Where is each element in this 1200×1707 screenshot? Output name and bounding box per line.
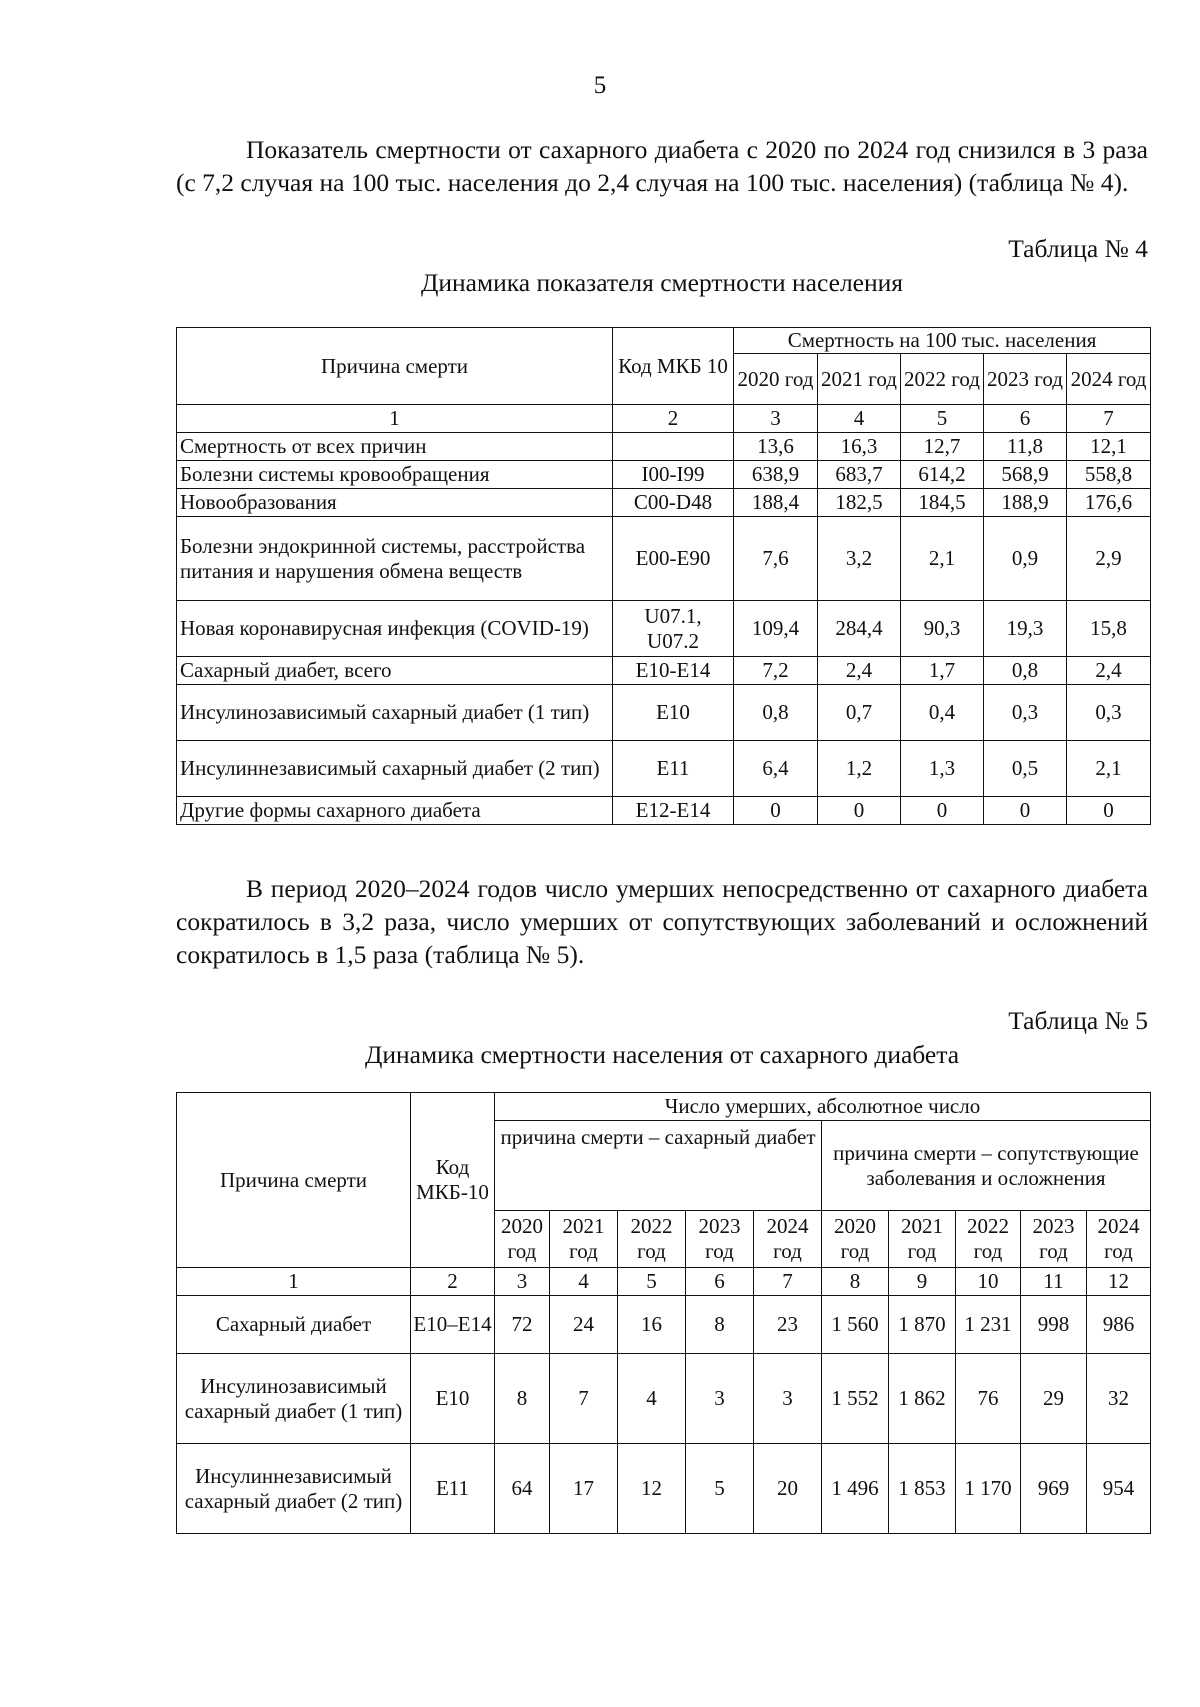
row-value: 1,2 xyxy=(818,741,901,797)
row-value: 188,4 xyxy=(734,489,818,517)
row-value: 1 862 xyxy=(889,1354,956,1444)
row-value: 1 560 xyxy=(822,1296,889,1354)
row-value: 12,1 xyxy=(1067,433,1151,461)
row-value: 4 xyxy=(618,1354,686,1444)
row-cause: Сахарный диабет, всего xyxy=(177,657,613,685)
row-value: 3 xyxy=(754,1354,822,1444)
row-value: 6,4 xyxy=(734,741,818,797)
table-row xyxy=(177,517,1151,601)
column-number: 4 xyxy=(818,405,901,433)
column-number: 3 xyxy=(495,1268,550,1296)
row-code: E00-E90 xyxy=(613,517,734,601)
row-value: 8 xyxy=(686,1296,754,1354)
table-row xyxy=(177,489,1151,517)
row-value: 0 xyxy=(1067,797,1151,825)
row-value: 0,8 xyxy=(984,657,1067,685)
column-number: 4 xyxy=(550,1268,618,1296)
row-value: 568,9 xyxy=(984,461,1067,489)
row-value: 2,4 xyxy=(818,657,901,685)
header-rate-group: Смертность на 100 тыс. населения xyxy=(734,328,1151,354)
header-year: 2023 год xyxy=(1021,1211,1087,1268)
mortality-rate-table xyxy=(176,327,1151,825)
header-year: 2020 год xyxy=(495,1211,550,1268)
header-subgroup-related: причина смерти – сопутствующие заболевания и осложнения xyxy=(822,1121,1151,1211)
table-row xyxy=(177,685,1151,741)
table-row xyxy=(177,797,1151,825)
row-value: 998 xyxy=(1021,1296,1087,1354)
row-value: 1,7 xyxy=(901,657,984,685)
column-number: 11 xyxy=(1021,1268,1087,1296)
header-year: 2021 год xyxy=(889,1211,956,1268)
row-value: 7 xyxy=(550,1354,618,1444)
row-value: 29 xyxy=(1021,1354,1087,1444)
row-value: 0,5 xyxy=(984,741,1067,797)
row-code: U07.1, U07.2 xyxy=(613,601,734,657)
row-value: 0,9 xyxy=(984,517,1067,601)
row-value: 614,2 xyxy=(901,461,984,489)
row-cause: Смертность от всех причин xyxy=(177,433,613,461)
row-value: 1 552 xyxy=(822,1354,889,1444)
row-value: 64 xyxy=(495,1444,550,1534)
row-value: 1 870 xyxy=(889,1296,956,1354)
row-code: E12-E14 xyxy=(613,797,734,825)
row-value: 32 xyxy=(1087,1354,1151,1444)
column-number: 2 xyxy=(613,405,734,433)
row-value: 15,8 xyxy=(1067,601,1151,657)
row-value: 19,3 xyxy=(984,601,1067,657)
header-year: 2020 год xyxy=(734,354,818,405)
column-number: 10 xyxy=(956,1268,1021,1296)
row-code: E11 xyxy=(613,741,734,797)
row-value: 2,4 xyxy=(1067,657,1151,685)
row-value: 76 xyxy=(956,1354,1021,1444)
row-value: 12,7 xyxy=(901,433,984,461)
column-number: 5 xyxy=(618,1268,686,1296)
row-value: 5 xyxy=(686,1444,754,1534)
page-number: 5 xyxy=(593,72,607,99)
header-year: 2020 год xyxy=(822,1211,889,1268)
row-value: 1,3 xyxy=(901,741,984,797)
row-value: 0 xyxy=(901,797,984,825)
header-cause: Причина смерти xyxy=(177,328,613,405)
table4-title: Динамика показателя смертности населения xyxy=(420,268,904,297)
header-year: 2023 год xyxy=(686,1211,754,1268)
column-number: 6 xyxy=(686,1268,754,1296)
row-value: 11,8 xyxy=(984,433,1067,461)
header-year: 2024 год xyxy=(754,1211,822,1268)
row-value: 558,8 xyxy=(1067,461,1151,489)
diabetes-deaths-table xyxy=(176,1092,1151,1534)
row-value: 20 xyxy=(754,1444,822,1534)
row-value: 638,9 xyxy=(734,461,818,489)
header-cause: Причина смерти xyxy=(177,1093,411,1268)
header-year: 2022 год xyxy=(901,354,984,405)
row-cause: Сахарный диабет xyxy=(177,1296,411,1354)
row-value: 17 xyxy=(550,1444,618,1534)
row-cause: Инсулинозависимый сахарный диабет (1 тип) xyxy=(177,1354,411,1444)
row-value: 16,3 xyxy=(818,433,901,461)
row-value: 1 231 xyxy=(956,1296,1021,1354)
table5-title: Динамика смертности населения от сахарного диабета xyxy=(364,1040,960,1069)
row-cause: Инсулинозависимый сахарный диабет (1 тип) xyxy=(177,685,613,741)
row-code: E10 xyxy=(411,1354,495,1444)
paragraph-mortality-summary: Показатель смертности от сахарного диабета с 2020 по 2024 год снизился в 3 раза (с 7,2 случая на 100 тыс. населения до 2,4 случая на 100 тыс. населения) (таблица № 4). xyxy=(176,135,1148,197)
header-subgroup-direct: причина смерти – сахарный диабет xyxy=(495,1121,822,1211)
row-value: 24 xyxy=(550,1296,618,1354)
column-number: 5 xyxy=(901,405,984,433)
row-value: 0 xyxy=(984,797,1067,825)
table4-label: Таблица № 4 xyxy=(1008,234,1148,263)
row-value: 109,4 xyxy=(734,601,818,657)
row-value: 176,6 xyxy=(1067,489,1151,517)
row-cause: Инсулиннезависимый сахарный диабет (2 тип) xyxy=(177,741,613,797)
row-value: 90,3 xyxy=(901,601,984,657)
row-code: I00-I99 xyxy=(613,461,734,489)
row-value: 954 xyxy=(1087,1444,1151,1534)
header-year: 2022 год xyxy=(618,1211,686,1268)
row-code: E10–E14 xyxy=(411,1296,495,1354)
row-value: 1 496 xyxy=(822,1444,889,1534)
row-cause: Новообразования xyxy=(177,489,613,517)
table-row xyxy=(177,601,1151,657)
row-value: 0,3 xyxy=(984,685,1067,741)
header-year: 2022 год xyxy=(956,1211,1021,1268)
table-row xyxy=(177,461,1151,489)
header-year: 2024 год xyxy=(1087,1211,1151,1268)
row-value: 184,5 xyxy=(901,489,984,517)
table-row xyxy=(177,741,1151,797)
row-cause: Новая коронавирусная инфекция (COVID-19) xyxy=(177,601,613,657)
row-value: 0,4 xyxy=(901,685,984,741)
row-cause: Другие формы сахарного диабета xyxy=(177,797,613,825)
table-row xyxy=(177,1444,1151,1534)
row-value: 0 xyxy=(818,797,901,825)
column-number: 9 xyxy=(889,1268,956,1296)
row-cause: Болезни системы кровообращения xyxy=(177,461,613,489)
row-code: E11 xyxy=(411,1444,495,1534)
column-number: 1 xyxy=(177,1268,411,1296)
table5-label: Таблица № 5 xyxy=(1008,1006,1148,1035)
paragraph-deaths-summary: В период 2020–2024 годов число умерших непосредственно от сахарного диабета сократилось в 3,2 раза, число умерших от сопутствующих заболеваний и осложнений сократилось в 1,5 раза (таблица № 5). xyxy=(176,874,1148,969)
column-number: 3 xyxy=(734,405,818,433)
row-value: 3 xyxy=(686,1354,754,1444)
row-cause: Болезни эндокринной системы, расстройства питания и нарушения обмена веществ xyxy=(177,517,613,601)
table-row xyxy=(177,657,1151,685)
row-value: 7,2 xyxy=(734,657,818,685)
row-value: 2,1 xyxy=(1067,741,1151,797)
row-value: 8 xyxy=(495,1354,550,1444)
row-value: 188,9 xyxy=(984,489,1067,517)
row-value: 2,1 xyxy=(901,517,984,601)
column-number: 6 xyxy=(984,405,1067,433)
row-code: E10-E14 xyxy=(613,657,734,685)
table-row xyxy=(177,433,1151,461)
column-number: 12 xyxy=(1087,1268,1151,1296)
row-value: 12 xyxy=(618,1444,686,1534)
row-value: 0,8 xyxy=(734,685,818,741)
table-row xyxy=(177,1354,1151,1444)
row-value: 13,6 xyxy=(734,433,818,461)
row-code: C00-D48 xyxy=(613,489,734,517)
row-value: 1 170 xyxy=(956,1444,1021,1534)
header-year: 2021 год xyxy=(550,1211,618,1268)
header-year: 2021 год xyxy=(818,354,901,405)
row-value: 16 xyxy=(618,1296,686,1354)
header-year: 2024 год xyxy=(1067,354,1151,405)
header-year: 2023 год xyxy=(984,354,1067,405)
row-value: 23 xyxy=(754,1296,822,1354)
row-cause: Инсулиннезависимый сахарный диабет (2 тип) xyxy=(177,1444,411,1534)
header-code: Код МКБ 10 xyxy=(613,328,734,405)
column-number: 1 xyxy=(177,405,613,433)
column-number: 8 xyxy=(822,1268,889,1296)
column-number: 7 xyxy=(1067,405,1151,433)
row-code xyxy=(613,433,734,461)
row-value: 0,3 xyxy=(1067,685,1151,741)
row-value: 3,2 xyxy=(818,517,901,601)
row-value: 1 853 xyxy=(889,1444,956,1534)
row-value: 0,7 xyxy=(818,685,901,741)
row-value: 969 xyxy=(1021,1444,1087,1534)
row-value: 683,7 xyxy=(818,461,901,489)
row-code: E10 xyxy=(613,685,734,741)
header-deaths-group: Число умерших, абсолютное число xyxy=(495,1093,1151,1121)
column-number: 7 xyxy=(754,1268,822,1296)
row-value: 182,5 xyxy=(818,489,901,517)
header-code: Код МКБ-10 xyxy=(411,1093,495,1268)
row-value: 0 xyxy=(734,797,818,825)
row-value: 284,4 xyxy=(818,601,901,657)
column-number: 2 xyxy=(411,1268,495,1296)
row-value: 986 xyxy=(1087,1296,1151,1354)
table-row xyxy=(177,1296,1151,1354)
row-value: 7,6 xyxy=(734,517,818,601)
row-value: 2,9 xyxy=(1067,517,1151,601)
row-value: 72 xyxy=(495,1296,550,1354)
